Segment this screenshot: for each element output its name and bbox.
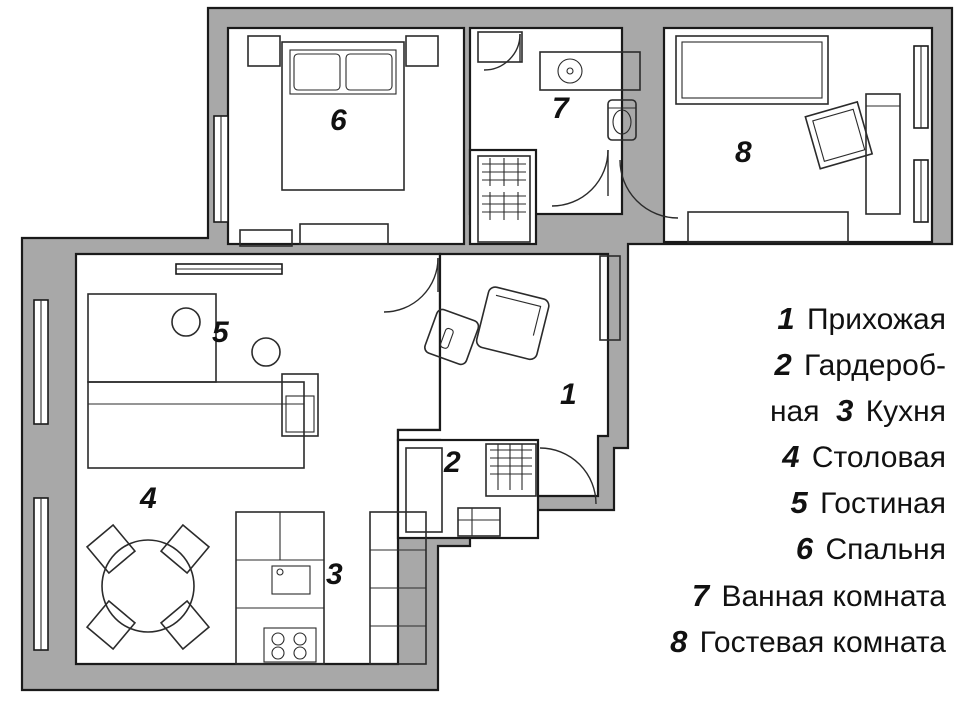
legend-label-2-continued: ная — [769, 395, 820, 429]
legend-label-6: Спальня — [817, 533, 946, 567]
legend — [526, 296, 946, 665]
room-number-guest: 8 — [735, 136, 752, 169]
legend-number-6: 6 — [795, 531, 814, 567]
legend-number-8: 8 — [670, 623, 688, 659]
legend-number-5: 5 — [790, 485, 808, 521]
legend-number-4: 4 — [782, 439, 800, 475]
legend-number-7: 7 — [691, 577, 710, 613]
legend-number-1: 1 — [777, 301, 795, 336]
room-number-living: 5 — [212, 316, 229, 349]
legend-number-3: 3 — [836, 393, 854, 429]
room-number-kitchen: 3 — [326, 558, 343, 591]
legend-label-5: Гостиная — [811, 487, 946, 521]
legend-label-2: Гардероб- — [795, 349, 946, 383]
legend-label-8: Гостевая комната — [691, 625, 946, 659]
room-number-hall: 1 — [560, 378, 577, 411]
legend-label-1: Прихожая — [798, 303, 946, 336]
legend-item-8 — [526, 619, 946, 665]
legend-item-4 — [526, 434, 946, 480]
legend-item-2 — [526, 342, 946, 388]
legend-label-7: Ванная комната — [713, 579, 946, 613]
room-number-dining: 4 — [140, 482, 157, 515]
legend-label-4: Столовая — [803, 441, 946, 475]
room-number-bathroom: 7 — [552, 92, 569, 125]
legend-item-7 — [526, 573, 946, 619]
legend-item-5 — [526, 480, 946, 526]
legend-item-3 — [526, 388, 946, 434]
room-number-bedroom: 6 — [330, 104, 347, 137]
legend-item-1 — [526, 296, 946, 342]
room-number-wardrobe: 2 — [444, 446, 461, 479]
legend-number-2: 2 — [774, 347, 792, 383]
legend-label-3: Кухня — [857, 395, 946, 429]
legend-item-6 — [526, 526, 946, 572]
